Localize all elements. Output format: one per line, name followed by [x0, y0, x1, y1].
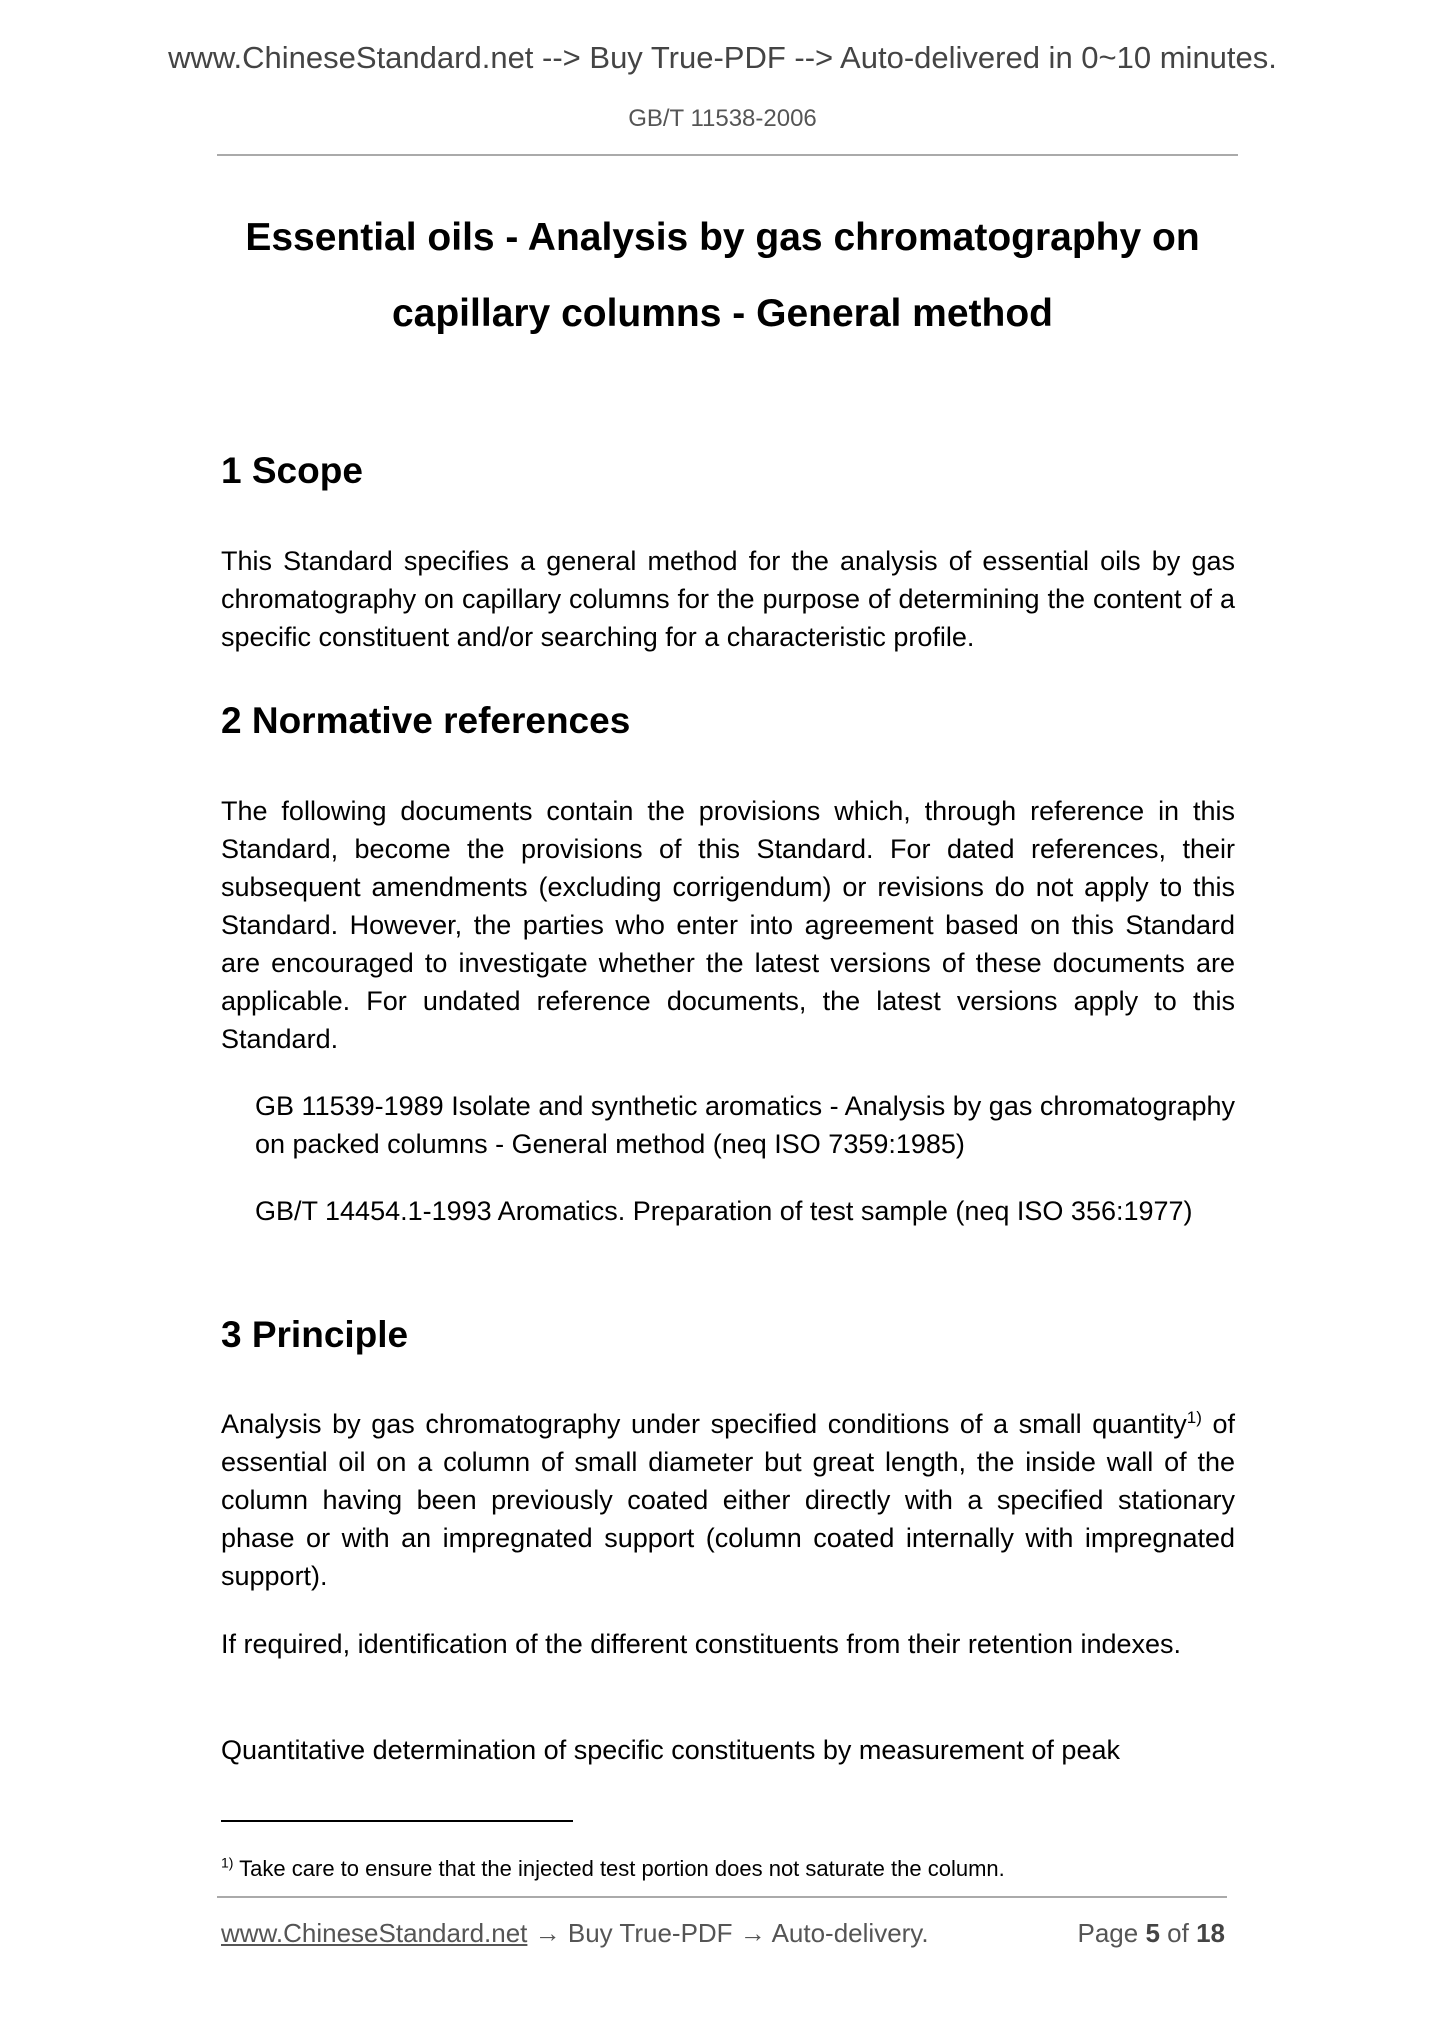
footer-rest: → Buy True-PDF → Auto-delivery. [527, 1918, 929, 1948]
scope-paragraph: This Standard specifies a general method for the analysis of essential oils by gas chromatography on capillary columns for the purpose of determining the content of a specific constituent and/or searching for a characteristic profile. [221, 546, 1235, 652]
standard-number: GB/T 11538-2006 [628, 105, 817, 132]
principle-text: Analysis by gas chromatography under specified conditions of a small quantity [221, 1409, 1187, 1439]
footnote-marker: 1) [221, 1854, 234, 1871]
footer-divider [217, 1896, 1227, 1898]
normative-paragraph: The following documents contain the provisions which, through reference in this Standard, become the provisions of this Standard. For dated references, their subsequent amendments (excluding corrigendum) or revisions do not apply to this Standard. However, the parties who enter into agreement based on this Standard are encouraged to investigate whether the latest versions of these documents are applicable. For undated reference documents, the latest versions apply to this Standard. [221, 796, 1235, 1054]
principle-paragraph-1 [221, 1405, 1235, 1595]
of-label: of [1167, 1918, 1189, 1948]
footer-text [221, 1918, 929, 1949]
footnote-ref: 1) [1186, 1408, 1202, 1427]
page-number: 5 [1145, 1918, 1160, 1948]
reference-item: GB 11539-1989 Isolate and synthetic aromatics - Analysis by gas chromatography on packed columns - General method (neq ISO 7359:1985) [255, 1091, 1235, 1159]
header-banner: www.ChineseStandard.net --> Buy True-PDF --> Auto-delivered in 0~10 minutes. [168, 40, 1277, 75]
reference-item: GB/T 14454.1-1993 Aromatics. Preparation of test sample (neq ISO 356:1977) [255, 1196, 1193, 1226]
section-heading-scope: 1 Scope [221, 450, 363, 491]
page-indicator [1077, 1918, 1225, 1949]
section-heading-normative: 2 Normative references [221, 700, 631, 741]
principle-paragraph-2: If required, identification of the different constituents from their retention indexes. [221, 1629, 1182, 1659]
principle-paragraph-3: Quantitative determination of specific constituents by measurement of peak [221, 1735, 1120, 1765]
title-line-1: Essential oils - Analysis by gas chromatography on [245, 216, 1200, 259]
title-line-2: capillary columns - General method [391, 292, 1054, 335]
footnote [221, 1856, 1005, 1882]
footer-link[interactable]: www.ChineseStandard.net [221, 1918, 528, 1948]
page-total: 18 [1196, 1918, 1225, 1948]
footnote-separator [221, 1820, 573, 1822]
document-title [180, 200, 1265, 352]
header-divider [217, 154, 1238, 156]
footnote-text: Take care to ensure that the injected test portion does not saturate the column. [233, 1856, 1005, 1881]
page-label: Page [1077, 1918, 1139, 1948]
section-heading-principle: 3 Principle [221, 1314, 409, 1355]
principle-text-cont: of essential oil on a column of small diameter but great length, the inside wall of the column having been previously coated either directly with a specified stationary phase or with an impregnated support (column coated internally with impregnated support). [221, 1409, 1235, 1591]
